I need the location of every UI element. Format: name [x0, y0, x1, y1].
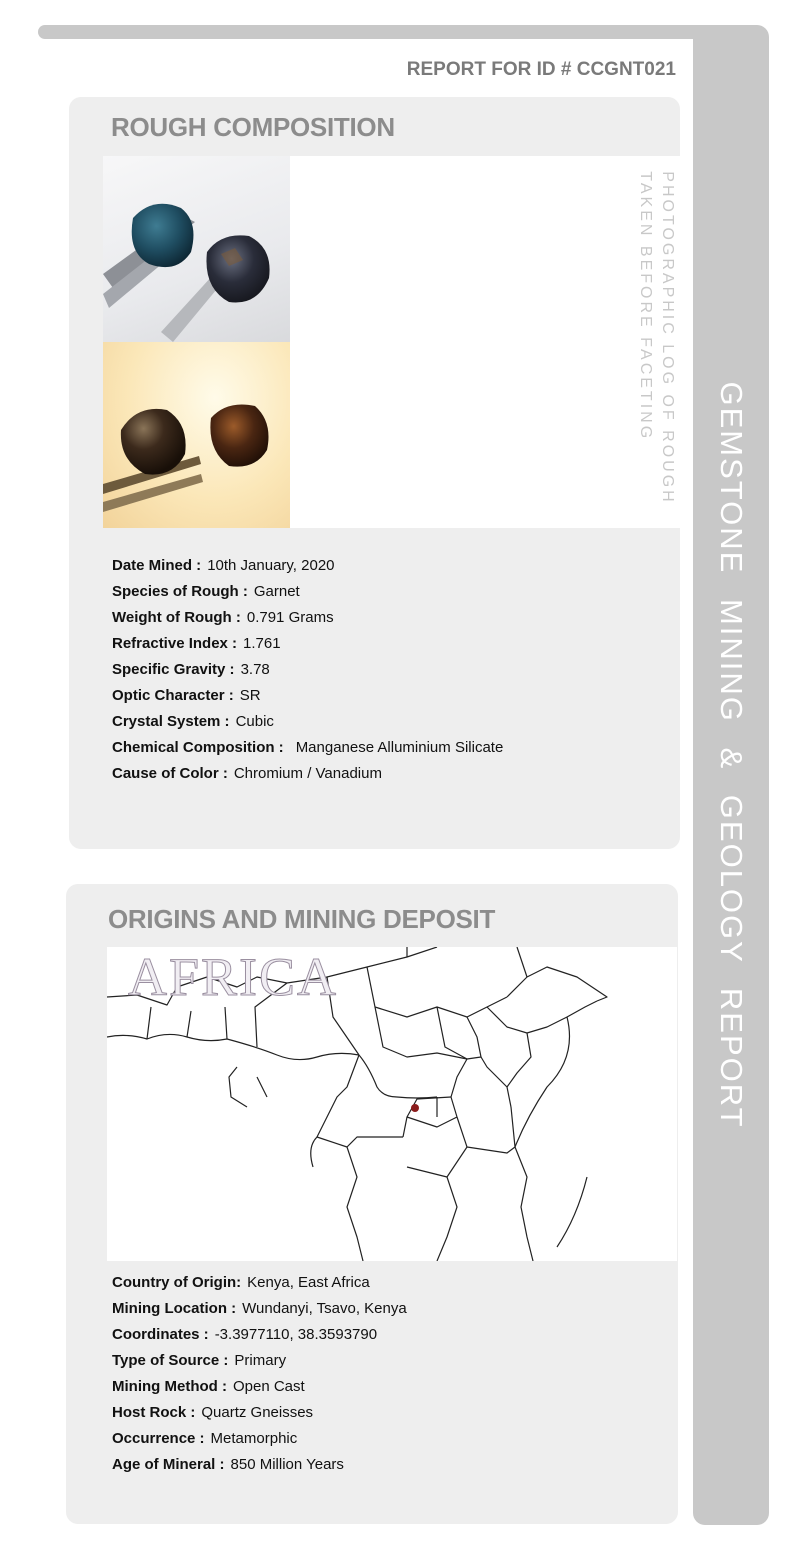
photo-log-caption	[634, 171, 678, 504]
detail-label: Species of Rough :	[112, 583, 248, 600]
detail-label: Coordinates :	[112, 1326, 209, 1343]
detail-value: Garnet	[253, 583, 300, 600]
detail-label: Refractive Index :	[112, 635, 238, 652]
detail-value: 10th January, 2020	[207, 557, 335, 574]
detail-value: 850 Million Years	[230, 1456, 344, 1473]
detail-label: Mining Method :	[112, 1378, 227, 1395]
detail-row-specific-gravity	[112, 657, 503, 683]
detail-value: Wundanyi, Tsavo, Kenya	[242, 1300, 407, 1317]
mine-location-marker	[411, 1104, 419, 1112]
detail-value: -3.3977110, 38.3593790	[214, 1326, 378, 1343]
detail-label: Occurrence :	[112, 1430, 205, 1447]
detail-label: Mining Location :	[112, 1300, 237, 1317]
detail-value: Kenya, East Africa	[247, 1274, 370, 1291]
detail-value: Primary	[234, 1352, 287, 1369]
detail-row-chemical-composition	[112, 735, 503, 761]
detail-row-crystal-system	[112, 709, 503, 735]
detail-row-species	[112, 579, 503, 605]
detail-value: 3.78	[240, 661, 270, 678]
detail-value: Chromium / Vanadium	[233, 765, 382, 782]
rough-photo-bottom	[103, 342, 290, 528]
detail-row-refractive-index	[112, 631, 503, 657]
rough-details-list	[112, 553, 503, 787]
detail-row-date-mined	[112, 553, 503, 579]
detail-value: Cubic	[235, 713, 274, 730]
detail-row-country	[112, 1270, 407, 1296]
detail-row-optic-character	[112, 683, 503, 709]
detail-value: Open Cast	[232, 1378, 305, 1395]
side-report-title: GEMSTONE MINING & GEOLOGY REPORT	[714, 381, 749, 1129]
detail-value: 0.791 Grams	[246, 609, 334, 626]
detail-label: Age of Mineral :	[112, 1456, 225, 1473]
detail-label: Cause of Color :	[112, 765, 228, 782]
detail-row-occurrence	[112, 1426, 407, 1452]
detail-label: Weight of Rough :	[112, 609, 241, 626]
photo-caption-line-1: PHOTOGRAPHIC LOG OF ROUGH	[659, 171, 676, 505]
detail-label: Country of Origin:	[112, 1274, 242, 1291]
photo-caption-line-2: TAKEN BEFORE FACETING	[637, 171, 654, 442]
detail-value: SR	[239, 687, 261, 704]
detail-label: Date Mined :	[112, 557, 202, 574]
origins-title: ORIGINS AND MINING DEPOSIT	[108, 904, 496, 934]
detail-value: Quartz Gneisses	[201, 1404, 314, 1421]
detail-row-coordinates	[112, 1322, 407, 1348]
detail-label: Type of Source :	[112, 1352, 229, 1369]
detail-row-age-of-mineral	[112, 1452, 407, 1478]
detail-value: Manganese Alluminium Silicate	[295, 739, 504, 756]
report-id: REPORT FOR ID # CCGNT021	[406, 59, 676, 80]
detail-row-type-of-source	[112, 1348, 407, 1374]
map-africa-label: AFRICA	[128, 947, 339, 1007]
detail-row-cause-of-color	[112, 761, 503, 787]
detail-label: Crystal System :	[112, 713, 230, 730]
rough-composition-title: ROUGH COMPOSITION	[111, 112, 395, 142]
detail-label: Optic Character :	[112, 687, 234, 704]
detail-row-mining-method	[112, 1374, 407, 1400]
origins-details-list	[112, 1270, 407, 1478]
top-decorative-bar	[38, 25, 738, 39]
detail-label: Host Rock :	[112, 1404, 196, 1421]
detail-label: Chemical Composition :	[112, 739, 284, 756]
rough-photo-top	[103, 156, 290, 342]
detail-value: 1.761	[243, 635, 281, 652]
detail-label: Specific Gravity :	[112, 661, 235, 678]
detail-row-mining-location	[112, 1296, 407, 1322]
detail-row-weight	[112, 605, 503, 631]
detail-value: Metamorphic	[210, 1430, 298, 1447]
detail-row-host-rock	[112, 1400, 407, 1426]
